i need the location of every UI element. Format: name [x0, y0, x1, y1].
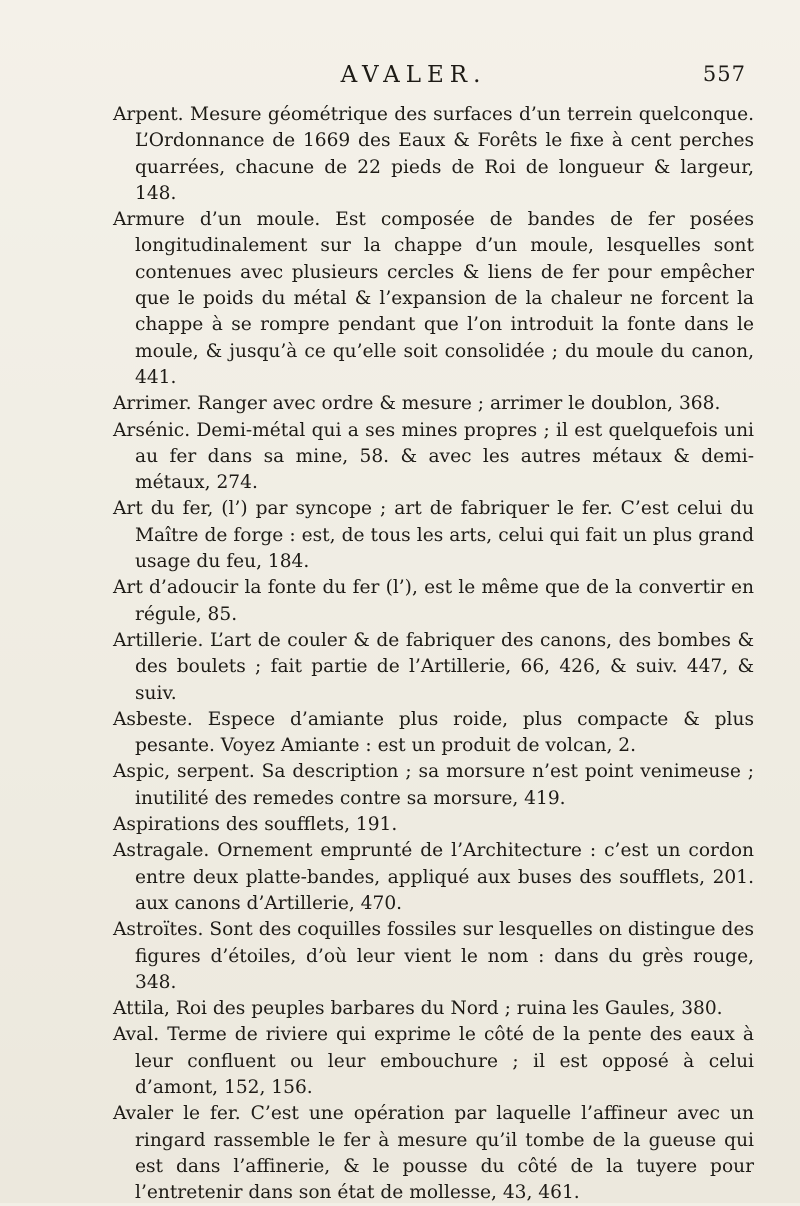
index-entry: Attila, Roi des peuples barbares du Nord ; ruina les Gaules, 380.: [113, 998, 723, 1020]
index-entry: Astroïtes. Sont des coquilles fossiles sur lesquelles on distingue des figures d’étoiles, d’où leur vient le nom : dans du grès rouge, 348.: [113, 919, 754, 993]
index-entry: Arsénic. Demi-métal qui a ses mines propres ; il est quelquefois uni au fer dans sa mine, 58. & avec les autres métaux & demi-métaux, 274.: [113, 419, 754, 494]
index-entry: Astragale. Ornement emprunté de l’Architecture : c’est un cordon entre deux platte-bandes, appliqué aux buses des soufflets, 201. aux canons d’Artillerie, 470.: [113, 840, 754, 914]
index-entry: Armure d’un moule. Est composée de bandes de fer posées longitudinalement sur la chappe d’un moule, lesquelles sont contenues avec plusieurs cercles & liens de fer pour empêcher que le poids du métal & l’expansion de la chaleur ne forcent la chappe à se rompre pendant que l’on introduit la fonte dans le moule, & jusqu’à ce qu’elle soit consolidée ; du moule du canon, 441.: [113, 209, 754, 388]
index-entry: Art du fer, (l’) par syncope ; art de fabriquer le fer. C’est celui du Maître de forge : est, de tous les arts, celui qui fait un plus grand usage du feu, 184.: [113, 498, 754, 573]
index-entry: Asbeste. Espece d’amiante plus roide, plus compacte & plus pesante. Voyez Amiante : est un produit de volcan, 2.: [113, 708, 754, 757]
index-entry: Aspic, serpent. Sa description ; sa morsure n’est point venimeuse ; inutilité des remedes contre sa morsure, 419.: [113, 761, 754, 809]
index-entry: Aval. Terme de riviere qui exprime le côté de la pente des eaux à leur confluent ou leur embouchure ; il est opposé à celui d’amont, 152, 156.: [113, 1024, 754, 1098]
index-entry: Arpent. Mesure géométrique des surfaces d’un terrein quelconque. L’Ordonnance de 1669 des Eaux & Forêts le fixe à cent perches quarrées, chacune de 22 pieds de Roi de longueur & largeur, 148.: [113, 104, 754, 204]
index-entries: [113, 102, 754, 1206]
index-entry: Art d’adoucir la fonte du fer (l’), est le même que de la convertir en régule, 85.: [113, 577, 754, 625]
index-entry: Avaler le fer. C’est une opération par laquelle l’affineur avec un ringard rassemble le fer à mesure qu’il tombe de la gueuse qui est dans l’affinerie, & le pousse du côté de la tuyere pour l’entretenir dans son état de mollesse, 43, 461.: [113, 1103, 754, 1204]
page-number: 557: [702, 62, 746, 86]
running-head: AVALER.: [340, 62, 487, 88]
index-entry: Artillerie. L’art de couler & de fabriquer des canons, des bombes & des boulets ; fait partie de l’Artillerie, 66, 426, & suiv. 447, & suiv.: [113, 629, 754, 704]
index-entry: Aspirations des soufflets, 191.: [113, 814, 398, 836]
page-header: [113, 62, 754, 102]
index-entry: Arrimer. Ranger avec ordre & mesure ; arrimer le doublon, 368.: [113, 393, 721, 415]
